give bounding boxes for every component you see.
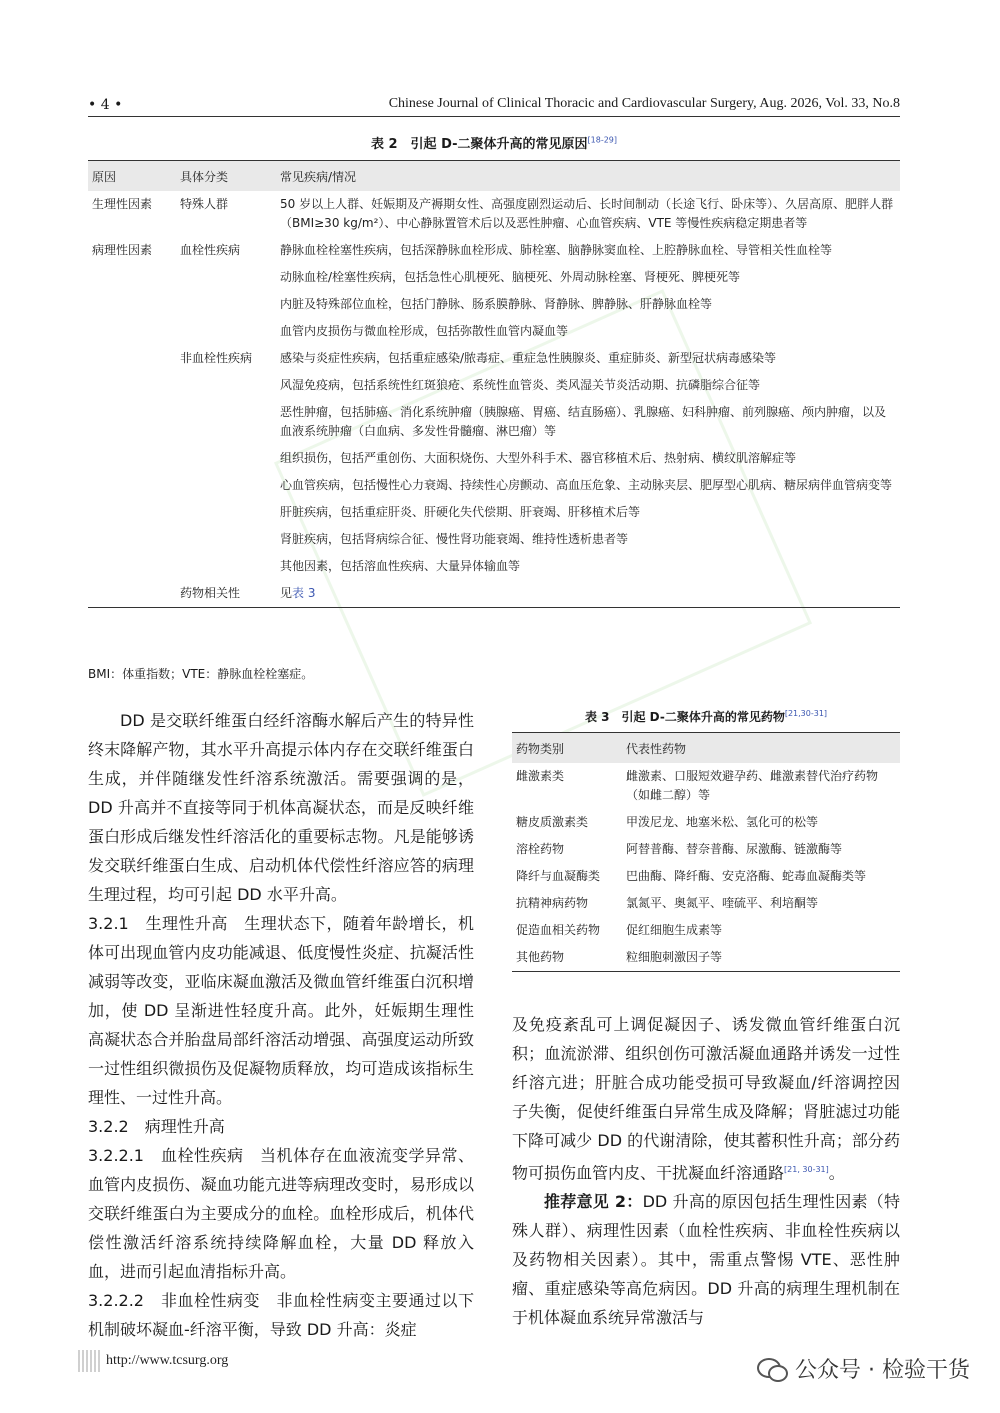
wechat-icon: [757, 1356, 787, 1382]
conditions-cell: 感染与炎症性疾病，包括重症感染/脓毒症、重症急性胰腺炎、重症肺炎、新型冠状病毒感染等: [280, 351, 777, 365]
table2-row: [88, 445, 900, 472]
section-3-2-2-2: [88, 1286, 474, 1344]
wechat-watermark: [757, 1353, 970, 1384]
table3-row: [512, 890, 900, 917]
drug-class-cell: 降纤与血凝酶类: [516, 869, 601, 883]
table2-row: [88, 237, 900, 264]
table3-row: [512, 836, 900, 863]
heading-3-2-2-2: 3.2.2.2 非血栓性病变: [88, 1291, 260, 1310]
cause-cell: [88, 372, 176, 399]
table2-row: [88, 580, 900, 608]
paragraph: 及免疫紊乱可上调促凝因子、诱发微血管纤维蛋白沉积；血流淤滞、组织创伤可激活凝血通路并诱发一过性纤溶亢进；肝脏合成功能受损可导致凝血/纤溶调控因子失衡，促使纤维蛋白异常生成及降解；肾脏滤过功能下降可减少 DD 的代谢清除，使其蓄积性升高；部分药物可损伤血管内皮、干扰凝血纤溶通路[21, 30-31]。: [512, 1015, 900, 1183]
section-3-2-2-1: [88, 1141, 474, 1286]
cause-cell: [88, 399, 176, 445]
drugs-cell: 阿替普酶、替奈普酶、尿激酶、链激酶等: [626, 842, 843, 856]
table3-row: [512, 809, 900, 836]
drug-class-cell: 糖皮质激素类: [516, 815, 589, 829]
conditions-cell: 静脉血栓栓塞性疾病，包括深静脉血栓形成、肺栓塞、脑静脉窦血栓、上腔静脉血栓、导管相关性血栓等: [280, 243, 833, 257]
drugs-cell: 巴曲酶、降纤酶、安克洛酶、蛇毒血凝酶类等: [626, 869, 867, 883]
table3-caption: 表 3 引起 D-二聚体升高的常见药物[21,30-31]: [584, 709, 828, 724]
cause-cell: [88, 526, 176, 553]
recommendation-text: DD 升高的原因包括生理性因素（特殊人群）、病理性因素（血栓性疾病、非血栓性疾病以及药物相关因素）。其中，需重点警惕 VTE、恶性肿瘤、重症感染等高危病因。DD 升高的病理生理机制在于机体凝血系统异常激活与: [512, 1192, 900, 1328]
conditions-cell: 恶性肿瘤，包括肺癌、消化系统肿瘤（胰腺癌、胃癌、结直肠癌）、乳腺癌、妇科肿瘤、前列腺癌、颅内肿瘤，以及血液系统肿瘤（白血病、多发性骨髓瘤、淋巴瘤）等: [280, 405, 887, 438]
footer-url[interactable]: [78, 1350, 228, 1372]
paragraph: 生理状态下，随着年龄增长，机体可出现血管内皮功能减退、低度慢性炎症、抗凝活性减弱等改变，亚临床凝血激活及微血管纤维蛋白沉积增加，使 DD 呈渐进性轻度升高。此外，妊娠期生理性高凝状态合并胎盘局部纤溶活动增强、高强度运动所致一过性组织微损伤及促凝物质释放，均可造成该指标生理性、一过性升高。: [88, 914, 474, 1107]
conditions-cell: 风湿免疫病，包括系统性红斑狼疮、系统性血管炎、类风湿关节炎活动期、抗磷脂综合征等: [280, 378, 761, 392]
category-cell: [176, 291, 276, 318]
right-column: [512, 1010, 900, 1332]
wechat-text: 公众号 · 检验干货: [795, 1358, 970, 1383]
category-cell: 非血栓性疾病: [180, 351, 253, 365]
paragraph: 非血栓性病变主要通过以下机制破坏凝血-纤溶平衡，导致 DD 升高：炎症: [88, 1291, 474, 1339]
table3-header-row: [512, 733, 900, 764]
category-cell: 血栓性疾病: [180, 243, 241, 257]
table2-row: [88, 499, 900, 526]
table2-row: [88, 264, 900, 291]
table3: [512, 732, 900, 972]
conditions-cell: 内脏及特殊部位血栓，包括门静脉、肠系膜静脉、肾静脉、脾静脉、肝静脉血栓等: [280, 297, 713, 311]
table2-header-conditions: 常见疾病/情况: [276, 161, 900, 192]
table2-note: BMI：体重指数；VTE：静脉血栓栓塞症。: [88, 667, 314, 681]
category-cell: 药物相关性: [176, 580, 276, 608]
drugs-cell: 雌激素、口服短效避孕药、雌激素替代治疗药物（如雌二醇）等: [626, 769, 879, 802]
drugs-cell: 促红细胞生成素等: [626, 923, 723, 937]
paragraph: 当机体存在血液流变学异常、血管内皮损伤、凝血功能亢进等病理改变时，易形成以交联纤维蛋白为主要成分的血栓。血栓形成后，机体代偿性激活纤溶系统持续降解血栓，大量 DD 释放入血，进而引起血清指标升高。: [88, 1146, 474, 1281]
cause-cell: 生理性因素: [92, 197, 153, 211]
drug-class-cell: 溶栓药物: [516, 842, 565, 856]
footer-url-text[interactable]: http://www.tcsurg.org: [106, 1353, 229, 1368]
section-3-2-1: [88, 909, 474, 1112]
cause-cell: 病理性因素: [92, 243, 153, 257]
category-cell: [176, 372, 276, 399]
drug-class-cell: 抗精神病药物: [516, 896, 589, 910]
left-column: [88, 706, 474, 1344]
table2-header-category: 具体分类: [176, 161, 276, 192]
category-cell: [176, 526, 276, 553]
drugs-cell: 粒细胞刺激因子等: [622, 944, 900, 972]
recommendation-label: 推荐意见 2：: [544, 1192, 643, 1212]
table3-header-class: 药物类别: [512, 733, 622, 764]
category-cell: [176, 318, 276, 345]
category-cell: [176, 445, 276, 472]
running-head: Chinese Journal of Clinical Thoracic and Cardiovascular Surgery, Aug. 2026, Vol. 33, No.8: [388, 96, 900, 111]
conditions-cell: 肝脏疾病，包括重症肝炎、肝硬化失代偿期、肝衰竭、肝移植术后等: [280, 505, 641, 519]
table3-row: [512, 917, 900, 944]
conditions-cell: 肾脏疾病，包括肾病综合征、慢性肾功能衰竭、维持性透析患者等: [280, 532, 629, 546]
heading-3-2-2-1: 3.2.2.1 血栓性疾病: [88, 1146, 244, 1165]
cause-cell: [88, 580, 176, 608]
category-cell: 特殊人群: [180, 197, 229, 211]
table2-row: [88, 472, 900, 499]
conditions-cell: 组织损伤，包括严重创伤、大面积烧伤、大型外科手术、器官移植术后、热射病、横纹肌溶解症等: [280, 451, 797, 465]
paragraph: DD 是交联纤维蛋白经纤溶酶水解后产生的特异性终末降解产物，其水平升高提示体内存在交联纤维蛋白生成，并伴随继发性纤溶系统激活。需要强调的是，DD 升高并不直接等同于机体高凝状态，而是反映纤维蛋白形成后继发性纤溶活化的重要标志物。凡是能够诱发交联纤维蛋白生成、启动机体代偿性纤溶应答的病理生理过程，均可引起 DD 水平升高。: [88, 711, 474, 904]
table3-header-drugs: 代表性药物: [622, 733, 900, 764]
drug-class-cell: 雌激素类: [516, 769, 565, 783]
drugs-cell: 氯氮平、奥氮平、喹硫平、利培酮等: [626, 896, 819, 910]
table2: [88, 160, 900, 608]
category-cell: [176, 472, 276, 499]
table2-caption-ref[interactable]: [18-29]: [587, 135, 618, 145]
citation-ref[interactable]: [21, 30-31]: [784, 1165, 829, 1174]
conditions-cell: 血管内皮损伤与微血栓形成，包括弥散性血管内凝血等: [280, 324, 569, 338]
heading-3-2-1: 3.2.1 生理性升高: [88, 914, 228, 933]
category-cell: [176, 264, 276, 291]
heading-3-2-2: 3.2.2 病理性升高: [88, 1117, 225, 1136]
drug-class-cell: 其他药物: [512, 944, 622, 972]
table2-row: [88, 291, 900, 318]
table3-row: [512, 944, 900, 972]
table3-row: [512, 863, 900, 890]
category-cell: [176, 553, 276, 580]
conditions-cell: 见表 3: [276, 580, 900, 608]
cause-cell: [88, 499, 176, 526]
table2-row: [88, 526, 900, 553]
conditions-cell: 其他因素，包括溶血性疾病、大量异体输血等: [280, 559, 521, 573]
drug-class-cell: 促造血相关药物: [516, 923, 601, 937]
page-number: • 4 •: [88, 97, 123, 113]
cause-cell: [88, 445, 176, 472]
cause-cell: [88, 264, 176, 291]
conditions-cell: 心血管疾病，包括慢性心力衰竭、持续性心房颤动、高血压危象、主动脉夹层、肥厚型心肌病、糖尿病伴血管病变等: [280, 478, 893, 492]
table2-row: [88, 399, 900, 445]
cause-cell: [88, 553, 176, 580]
table2-caption: 表 2 引起 D-二聚体升高的常见原因[18-29]: [370, 135, 618, 152]
table2-row: [88, 191, 900, 237]
table2-row: [88, 553, 900, 580]
cause-cell: [88, 472, 176, 499]
cause-cell: [88, 318, 176, 345]
table2-header-row: [88, 161, 900, 192]
drugs-cell: 甲泼尼龙、地塞米松、氢化可的松等: [626, 815, 819, 829]
cause-cell: [88, 291, 176, 318]
table3-link[interactable]: 表 3: [292, 586, 316, 600]
table3-row: [512, 763, 900, 809]
recommendation-2: [512, 1187, 900, 1332]
category-cell: [176, 499, 276, 526]
conditions-cell: 动脉血栓/栓塞性疾病，包括急性心肌梗死、脑梗死、外周动脉栓塞、肾梗死、脾梗死等: [280, 270, 741, 284]
table3-caption-ref[interactable]: [21,30-31]: [784, 709, 828, 718]
table2-header-cause: 原因: [88, 161, 176, 192]
header-rule: [88, 116, 900, 117]
category-cell: [176, 399, 276, 445]
table2-row: [88, 372, 900, 399]
journal-logo-icon: [78, 1350, 100, 1372]
conditions-cell: 50 岁以上人群、妊娠期及产褥期女性、高强度剧烈运动后、长时间制动（长途飞行、卧床等）、久居高原、肥胖人群（BMI≥30 kg/m²）、中心静脉置管术后以及恶性肿瘤、心血管疾病、VTE 等慢性疾病稳定期患者等: [280, 197, 894, 230]
table2-row: [88, 345, 900, 372]
table2-row: [88, 318, 900, 345]
cause-cell: [88, 345, 176, 372]
